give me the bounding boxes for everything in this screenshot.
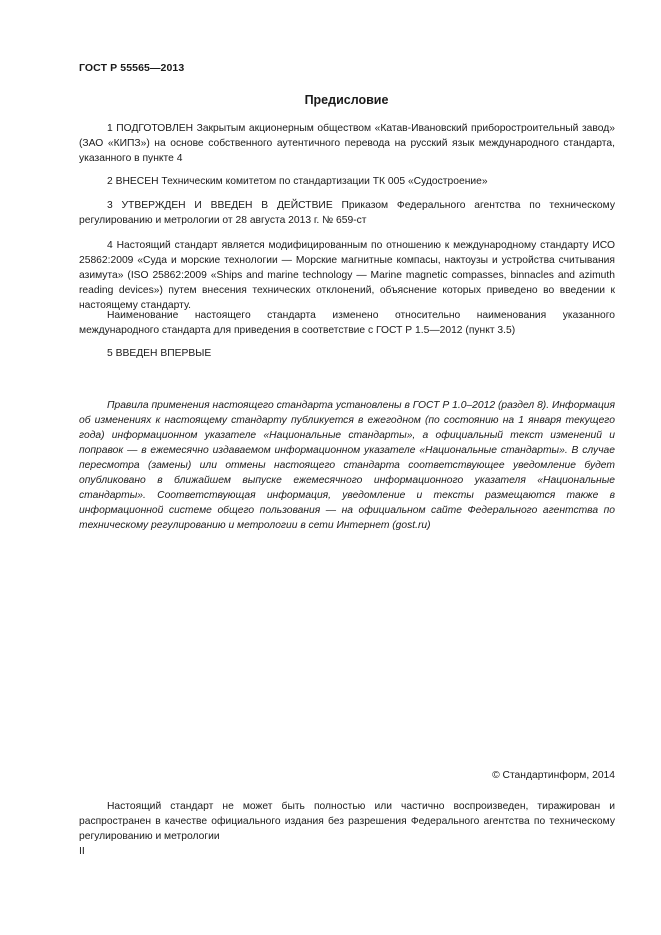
section-title-text: Предисловие [304,93,389,107]
paragraph-first-introduced: 5 ВВЕДЕН ВПЕРВЫЕ [107,348,212,359]
paragraph-prepared-by: 1 ПОДГОТОВЛЕН Закрытым акционерным обществом «Катав-Ивановский приборостроительный завод» (ЗАО «КИПЗ») на основе собственного аутентичного перевода на русский язык международного стандарта, указанного в пункте 4 [79,123,615,164]
paragraph-approved: 3 УТВЕРЖДЕН И ВВЕДЕН В ДЕЙСТВИЕ Приказом Федерального агентства по техническому регулированию и метрологии от 28 августа 2013 г. № 659-ст [79,200,615,226]
application-rules-notice: Правила применения настоящего стандарта установлены в ГОСТ Р 1.0–2012 (раздел 8). Информация об изменениях к настоящему стандарту публикуется в ежегодном (по состоянию на 1 января текущего года) информационном указателе «Национальные стандарты», а официальный текст изменений и поправок — в ежемесячно издаваемом информационном указателе «Национальные стандарты». В случае пересмотра (замены) или отмены настоящего стандарта соответствующее уведомление будет опубликовано в ближайшем выпуске ежемесячного информационного указателя «Национальные стандарты». Соответствующая информация, уведомление и тексты размещаются также в информационной системе общего пользования — на официальном сайте Федерального агентства по техническому регулированию и метрологии в сети Интернет (gost.ru) [79,400,615,531]
page-number: II [79,845,85,857]
paragraph-introduced-by: 2 ВНЕСЕН Техническим комитетом по стандартизации ТК 005 «Судостроение» [107,176,488,187]
copyright-line: © Стандартинформ, 2014 [492,770,615,781]
section-title [0,93,661,107]
reproduction-notice: Настоящий стандарт не может быть полностью или частично воспроизведен, тиражирован и распространен в качестве официального издания без разрешения Федерального агентства по техническому регулированию и метрологии [79,801,615,842]
paragraph-modified-standard: 4 Настоящий стандарт является модифицированным по отношению к международному стандарту ИСО 25862:2009 «Суда и морские технологии — Морские магнитные компасы, нактоузы и устройства считывания азимута» (ISO 25862:2009 «Ships and marine technology — Marine magnetic compasses, binnacles and azimuth reading devices») путем внесения технических отклонений, объяснение которых приведено во введении к настоящему стандарту. [79,240,615,311]
standard-id: ГОСТ Р 55565—2013 [79,62,185,74]
paragraph-name-change: Наименование настоящего стандарта изменено относительно наименования указанного международного стандарта для приведения в соответствие с ГОСТ Р 1.5—2012 (пункт 3.5) [79,310,615,336]
